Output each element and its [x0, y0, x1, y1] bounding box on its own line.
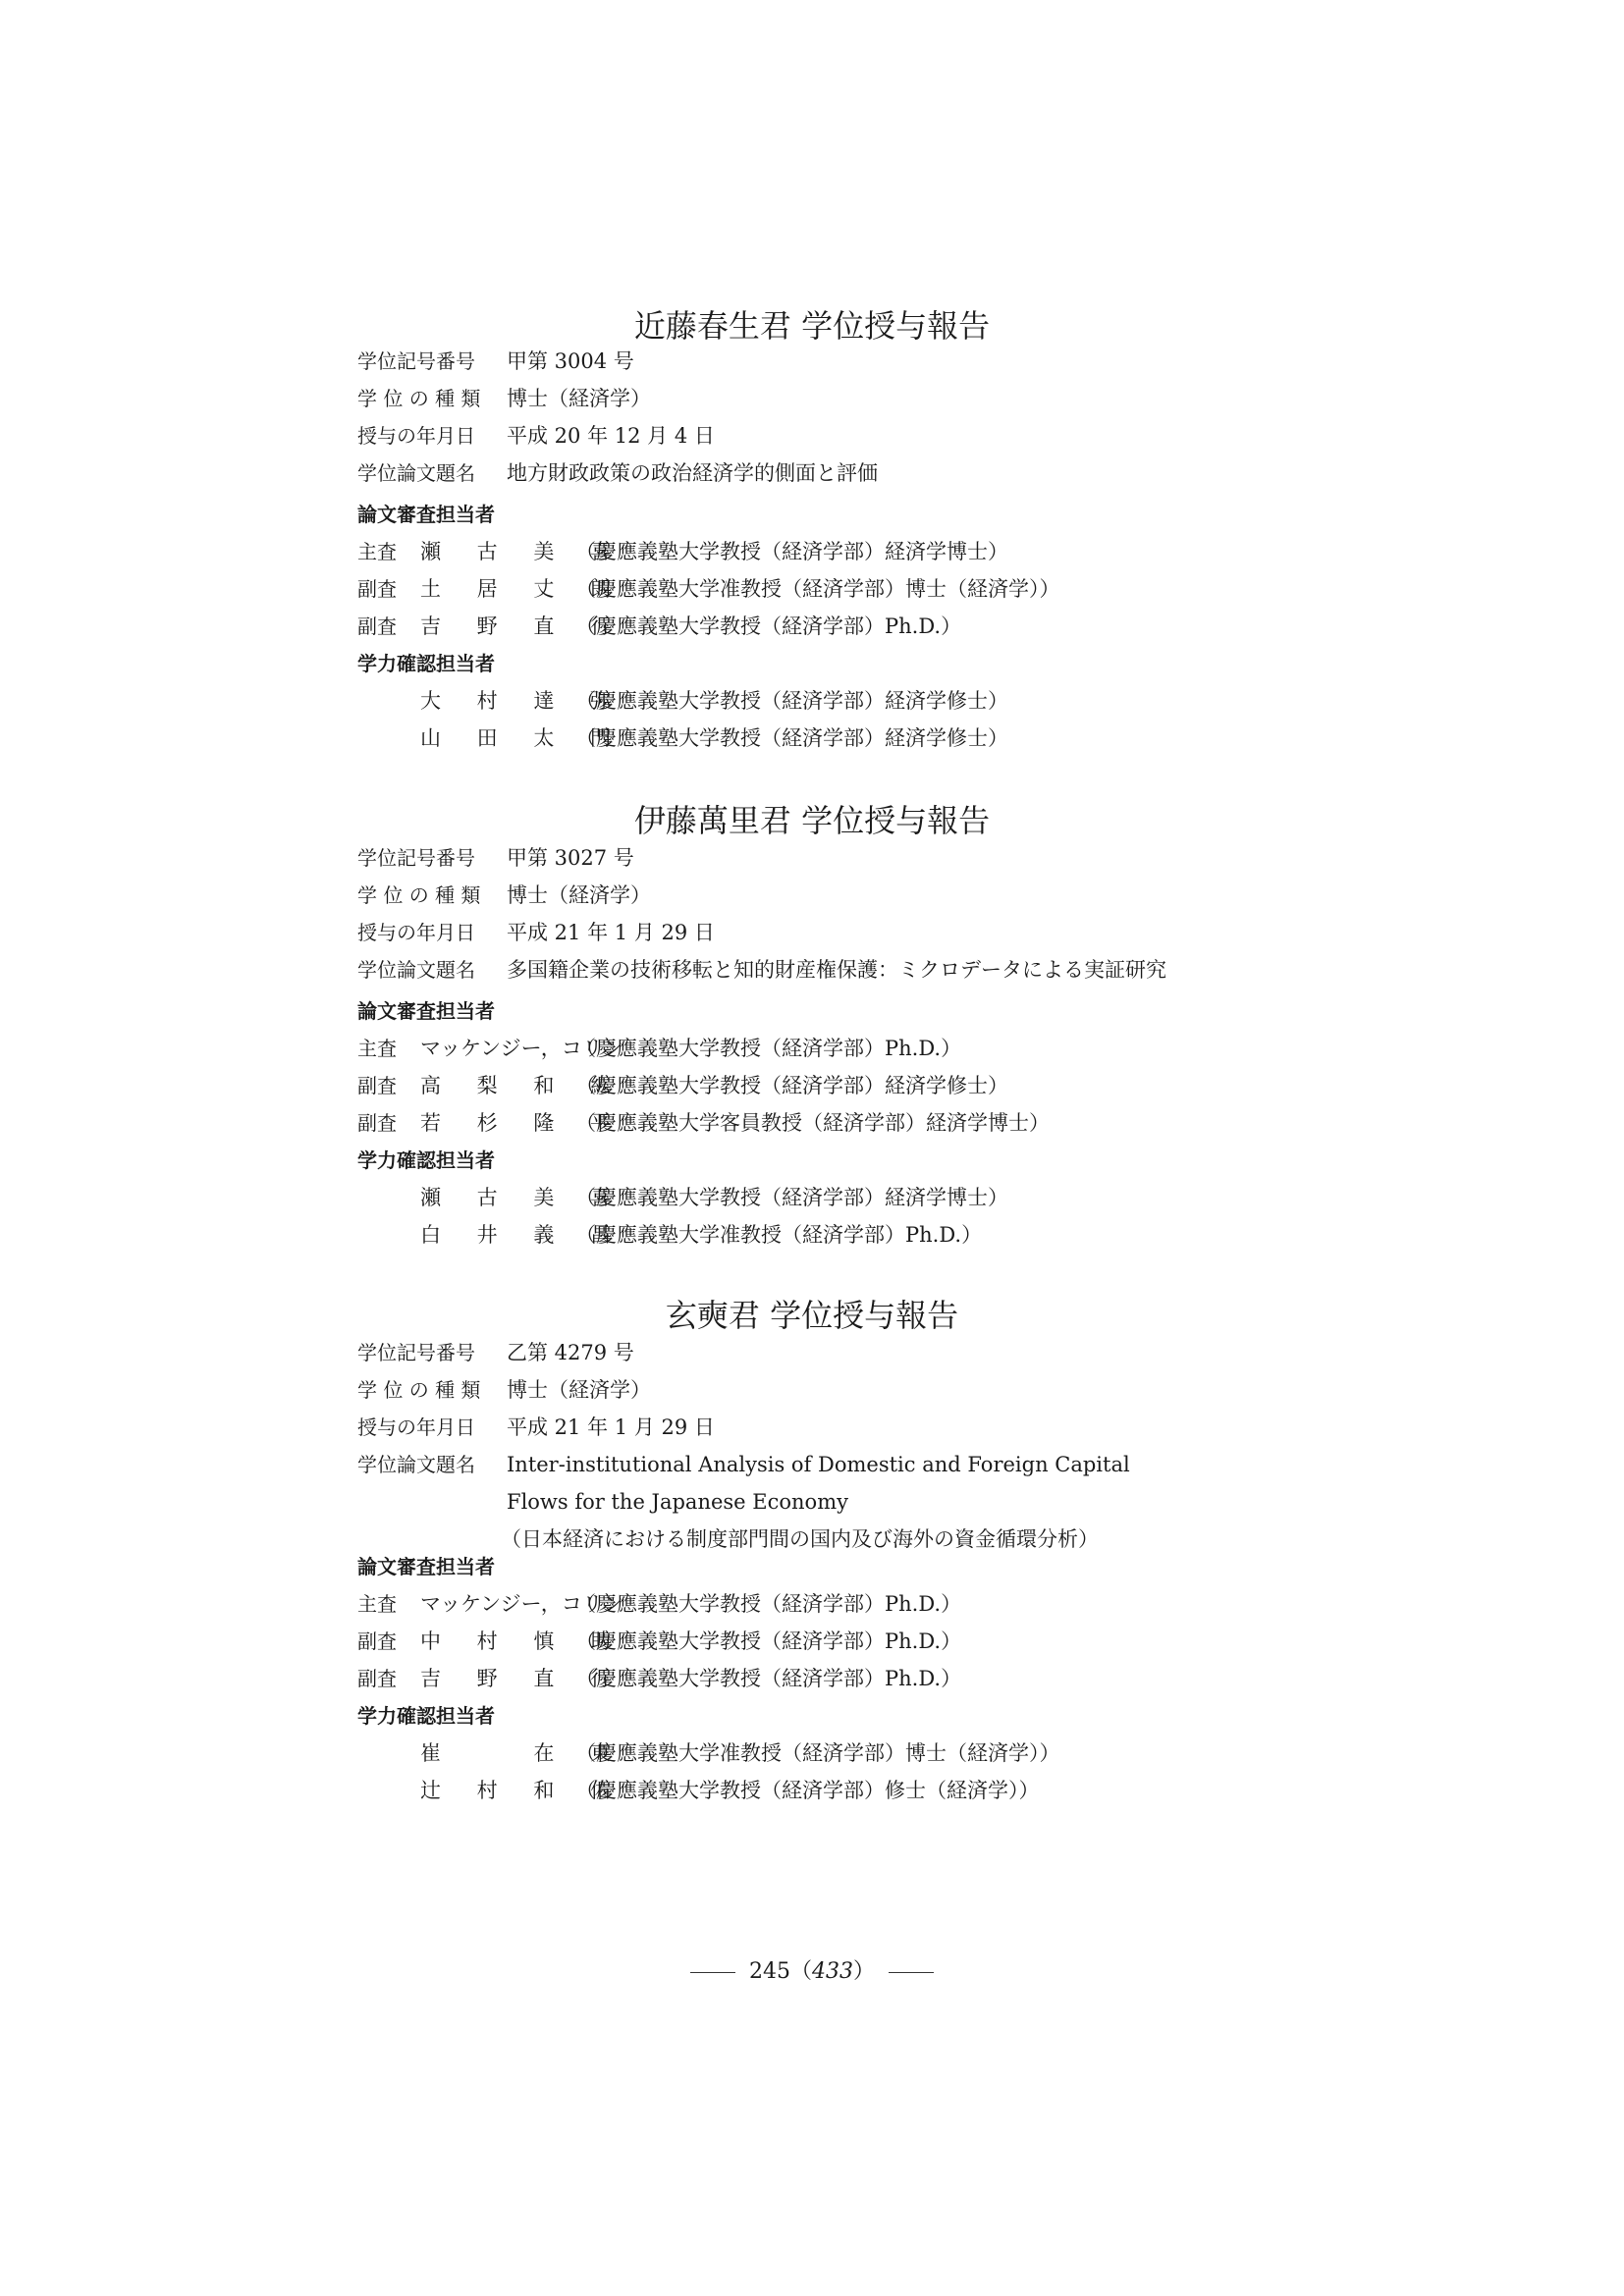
reviewer-name: 中 村 慎 助	[420, 1629, 626, 1653]
field-label: 学位記号番号	[357, 349, 475, 373]
field-label: 学位論文題名	[357, 461, 475, 485]
reviewer-name: 瀬 古 美 喜	[420, 540, 626, 563]
confirmer-affiliation: （慶應義塾大学教授（経済学部）経済学博士）	[575, 1186, 1008, 1209]
reviewer-affiliation: （慶應義塾大学准教授（経済学部）博士（経済学））	[575, 577, 1060, 601]
confirmer-name: 崔 在 東	[420, 1741, 626, 1765]
field-label: 授与の年月日	[357, 424, 475, 448]
reviewer-affiliation: （慶應義塾大学教授（経済学部）Ph.D.）	[575, 1629, 962, 1653]
field-label: 授与の年月日	[357, 921, 475, 944]
page-number: 245	[748, 1959, 790, 1984]
field-value: 博士（経済学）	[507, 883, 651, 907]
reviewer-role: 副査	[357, 614, 397, 638]
reviewer-name: 若 杉 隆 平	[420, 1111, 626, 1135]
reviewer-affiliation: （慶應義塾大学教授（経済学部）経済学修士）	[575, 1074, 1008, 1097]
confirmer-affiliation: （慶應義塾大学教授（経済学部）経済学修士）	[575, 689, 1008, 713]
field-value-translation: （日本経済における制度部門間の国内及び海外の資金循環分析）	[501, 1527, 1099, 1551]
confirmer-affiliation: （慶應義塾大学教授（経済学部）修士（経済学））	[575, 1779, 1040, 1802]
field-value: 多国籍企業の技術移転と知的財産権保護：ミクロデータによる実証研究	[507, 958, 1166, 982]
field-label: 学 位 の 種 類	[357, 883, 481, 907]
footer-rule-right	[889, 1972, 934, 1973]
confirmer-affiliation: （慶應義塾大学教授（経済学部）経済学修士）	[575, 726, 1008, 750]
reviewer-affiliation: （慶應義塾大学教授（経済学部）Ph.D.）	[575, 1037, 962, 1060]
reviewer-affiliation: （慶應義塾大学教授（経済学部）Ph.D.）	[575, 1592, 962, 1616]
field-value: 甲第 3004 号	[507, 349, 634, 373]
reviewer-name: マッケンジー，コリン	[420, 1037, 623, 1060]
confirmer-name: 大 村 達 弥	[420, 689, 626, 713]
reviewer-name: 吉 野 直 行	[420, 1667, 626, 1690]
field-value: 博士（経済学）	[507, 1378, 651, 1402]
reviewer-name: 高 梨 和 紘	[420, 1074, 626, 1097]
field-label: 学 位 の 種 類	[357, 1378, 481, 1402]
confirmer-affiliation: （慶應義塾大学准教授（経済学部）Ph.D.）	[575, 1223, 983, 1247]
reviewer-role: 副査	[357, 1074, 397, 1097]
reviewer-affiliation: （慶應義塾大学教授（経済学部）経済学博士）	[575, 540, 1008, 563]
field-value: 平成 21 年 1 月 29 日	[507, 1415, 715, 1439]
confirmer-name: 山 田 太 門	[420, 726, 626, 750]
field-label: 授与の年月日	[357, 1415, 475, 1439]
field-label: 学位論文題名	[357, 1453, 475, 1476]
report-title: 伊藤萬里君 学位授与報告	[633, 802, 991, 839]
report-title: 近藤春生君 学位授与報告	[633, 307, 991, 345]
confirmer-affiliation: （慶應義塾大学准教授（経済学部）博士（経済学））	[575, 1741, 1060, 1765]
field-value-continuation: Flows for the Japanese Economy	[507, 1490, 848, 1514]
reviewer-name: 吉 野 直 行	[420, 614, 626, 638]
reviewer-affiliation: （慶應義塾大学教授（経済学部）Ph.D.）	[575, 614, 962, 638]
reviewer-affiliation: （慶應義塾大学客員教授（経済学部）経済学博士）	[575, 1111, 1050, 1135]
confirmation-committee-heading: 学力確認担当者	[357, 1704, 495, 1728]
review-committee-heading: 論文審査担当者	[357, 999, 495, 1023]
reviewer-role: 副査	[357, 1111, 397, 1135]
total-page-number: 433	[812, 1959, 853, 1984]
review-committee-heading: 論文審査担当者	[357, 1555, 495, 1578]
field-value: 甲第 3027 号	[507, 846, 634, 870]
confirmation-committee-heading: 学力確認担当者	[357, 1148, 495, 1172]
page-footer: 245（433）	[0, 1957, 1624, 1987]
review-committee-heading: 論文審査担当者	[357, 503, 495, 526]
report-title: 玄奭君 学位授与報告	[665, 1297, 959, 1334]
reviewer-role: 副査	[357, 1667, 397, 1690]
reviewer-name: 土 居 丈 朗	[420, 577, 626, 601]
field-label: 学位記号番号	[357, 1341, 475, 1364]
reviewer-name: マッケンジー，コリン	[420, 1592, 623, 1616]
reviewer-role: 副査	[357, 1629, 397, 1653]
field-value: 地方財政政策の政治経済学的側面と評価	[507, 461, 878, 485]
field-value: Inter-institutional Analysis of Domestic and Foreign Capital	[507, 1453, 1130, 1476]
field-value: 平成 21 年 1 月 29 日	[507, 921, 715, 944]
field-label: 学位記号番号	[357, 846, 475, 870]
confirmation-committee-heading: 学力確認担当者	[357, 652, 495, 675]
confirmer-name: 辻 村 和 佑	[420, 1779, 626, 1802]
field-value: 平成 20 年 12 月 4 日	[507, 424, 715, 448]
field-value: 博士（経済学）	[507, 387, 651, 410]
confirmer-name: 瀬 古 美 喜	[420, 1186, 626, 1209]
reviewer-role: 副査	[357, 577, 397, 601]
reviewer-role: 主査	[357, 1592, 397, 1616]
reviewer-role: 主査	[357, 1037, 397, 1060]
reviewer-affiliation: （慶應義塾大学教授（経済学部）Ph.D.）	[575, 1667, 962, 1690]
field-label: 学位論文題名	[357, 958, 475, 982]
reviewer-role: 主査	[357, 540, 397, 563]
field-value: 乙第 4279 号	[507, 1341, 634, 1364]
confirmer-name: 白 井 義 昌	[420, 1223, 626, 1247]
field-label: 学 位 の 種 類	[357, 387, 481, 410]
footer-rule-left	[690, 1972, 735, 1973]
